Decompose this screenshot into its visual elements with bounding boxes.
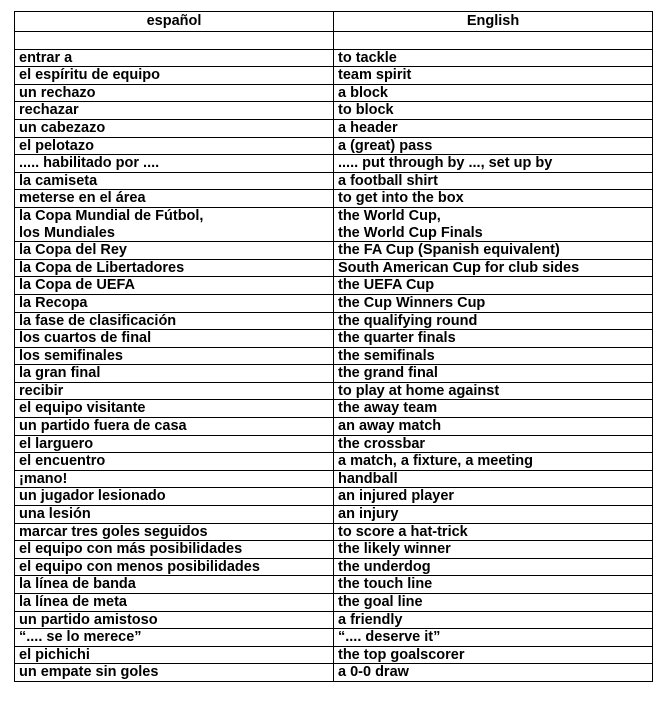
table-row: [15, 294, 653, 312]
table-row: [15, 541, 653, 559]
glossary-table: [14, 11, 653, 682]
spanish-cell: un partido fuera de casa: [15, 418, 334, 436]
table-row: [15, 594, 653, 612]
table-row: [15, 382, 653, 400]
table-row: [15, 32, 653, 50]
english-cell: to block: [334, 102, 653, 120]
table-row: [15, 558, 653, 576]
english-cell: [334, 32, 653, 50]
english-cell: a header: [334, 119, 653, 137]
table-row: [15, 523, 653, 541]
english-cell: a block: [334, 84, 653, 102]
english-cell: an away match: [334, 418, 653, 436]
spanish-cell: [15, 32, 334, 50]
spanish-cell: la línea de meta: [15, 594, 334, 612]
table-row: [15, 664, 653, 682]
spanish-cell: un rechazo: [15, 84, 334, 102]
english-cell: an injured player: [334, 488, 653, 506]
table-row: [15, 506, 653, 524]
spanish-cell: la Copa Mundial de Fútbol, los Mundiales: [15, 207, 334, 241]
table-row: [15, 365, 653, 383]
header-english: English: [334, 12, 653, 32]
glossary-body: [15, 32, 653, 682]
english-cell: the crossbar: [334, 435, 653, 453]
english-cell: a (great) pass: [334, 137, 653, 155]
table-row: [15, 84, 653, 102]
english-cell: to tackle: [334, 49, 653, 67]
english-cell: the away team: [334, 400, 653, 418]
english-cell: handball: [334, 470, 653, 488]
english-cell: the quarter finals: [334, 330, 653, 348]
spanish-cell: un cabezazo: [15, 119, 334, 137]
english-cell: the UEFA Cup: [334, 277, 653, 295]
spanish-cell: meterse en el área: [15, 190, 334, 208]
table-row: [15, 611, 653, 629]
spanish-cell: el encuentro: [15, 453, 334, 471]
spanish-cell: los cuartos de final: [15, 330, 334, 348]
spanish-cell: marcar tres goles seguidos: [15, 523, 334, 541]
english-cell: the underdog: [334, 558, 653, 576]
spanish-cell: un jugador lesionado: [15, 488, 334, 506]
spanish-cell: la línea de banda: [15, 576, 334, 594]
spanish-cell: el equipo visitante: [15, 400, 334, 418]
spanish-cell: una lesión: [15, 506, 334, 524]
table-row: [15, 242, 653, 260]
table-row: [15, 190, 653, 208]
table-row: [15, 102, 653, 120]
english-cell: the top goalscorer: [334, 646, 653, 664]
english-cell: a match, a fixture, a meeting: [334, 453, 653, 471]
table-row: [15, 418, 653, 436]
english-cell: the touch line: [334, 576, 653, 594]
english-cell: the semifinals: [334, 347, 653, 365]
english-cell: an injury: [334, 506, 653, 524]
table-row: [15, 207, 653, 241]
english-cell: ..... put through by ..., set up by: [334, 155, 653, 173]
table-row: [15, 330, 653, 348]
spanish-cell: el espíritu de equipo: [15, 67, 334, 85]
english-cell: the likely winner: [334, 541, 653, 559]
spanish-cell: los semifinales: [15, 347, 334, 365]
table-row: [15, 259, 653, 277]
table-row: [15, 277, 653, 295]
english-cell: to play at home against: [334, 382, 653, 400]
spanish-cell: recibir: [15, 382, 334, 400]
english-cell: “.... deserve it”: [334, 629, 653, 647]
table-row: [15, 137, 653, 155]
english-cell: the qualifying round: [334, 312, 653, 330]
english-cell: South American Cup for club sides: [334, 259, 653, 277]
table-row: [15, 435, 653, 453]
english-cell: a friendly: [334, 611, 653, 629]
english-cell: the goal line: [334, 594, 653, 612]
table-row: [15, 629, 653, 647]
spanish-cell: el pelotazo: [15, 137, 334, 155]
spanish-cell: un partido amistoso: [15, 611, 334, 629]
header-row: [15, 12, 653, 32]
spanish-cell: la Copa de Libertadores: [15, 259, 334, 277]
table-row: [15, 646, 653, 664]
english-cell: to get into the box: [334, 190, 653, 208]
table-row: [15, 49, 653, 67]
spanish-cell: el pichichi: [15, 646, 334, 664]
spanish-cell: un empate sin goles: [15, 664, 334, 682]
spanish-cell: “.... se lo merece”: [15, 629, 334, 647]
spanish-cell: la gran final: [15, 365, 334, 383]
spanish-cell: el equipo con más posibilidades: [15, 541, 334, 559]
table-row: [15, 470, 653, 488]
english-cell: the Cup Winners Cup: [334, 294, 653, 312]
spanish-cell: rechazar: [15, 102, 334, 120]
spanish-cell: la Recopa: [15, 294, 334, 312]
spanish-cell: ..... habilitado por ....: [15, 155, 334, 173]
english-cell: the World Cup, the World Cup Finals: [334, 207, 653, 241]
table-row: [15, 172, 653, 190]
spanish-cell: la Copa del Rey: [15, 242, 334, 260]
spanish-cell: el larguero: [15, 435, 334, 453]
table-row: [15, 155, 653, 173]
english-cell: the grand final: [334, 365, 653, 383]
table-row: [15, 347, 653, 365]
spanish-cell: el equipo con menos posibilidades: [15, 558, 334, 576]
table-row: [15, 576, 653, 594]
english-cell: a 0-0 draw: [334, 664, 653, 682]
table-row: [15, 453, 653, 471]
table-row: [15, 119, 653, 137]
table-row: [15, 67, 653, 85]
table-row: [15, 400, 653, 418]
english-cell: the FA Cup (Spanish equivalent): [334, 242, 653, 260]
english-cell: to score a hat-trick: [334, 523, 653, 541]
english-cell: a football shirt: [334, 172, 653, 190]
spanish-cell: la camiseta: [15, 172, 334, 190]
spanish-cell: entrar a: [15, 49, 334, 67]
spanish-cell: la fase de clasificación: [15, 312, 334, 330]
header-spanish: español: [15, 12, 334, 32]
spanish-cell: ¡mano!: [15, 470, 334, 488]
table-row: [15, 488, 653, 506]
english-cell: team spirit: [334, 67, 653, 85]
table-row: [15, 312, 653, 330]
spanish-cell: la Copa de UEFA: [15, 277, 334, 295]
